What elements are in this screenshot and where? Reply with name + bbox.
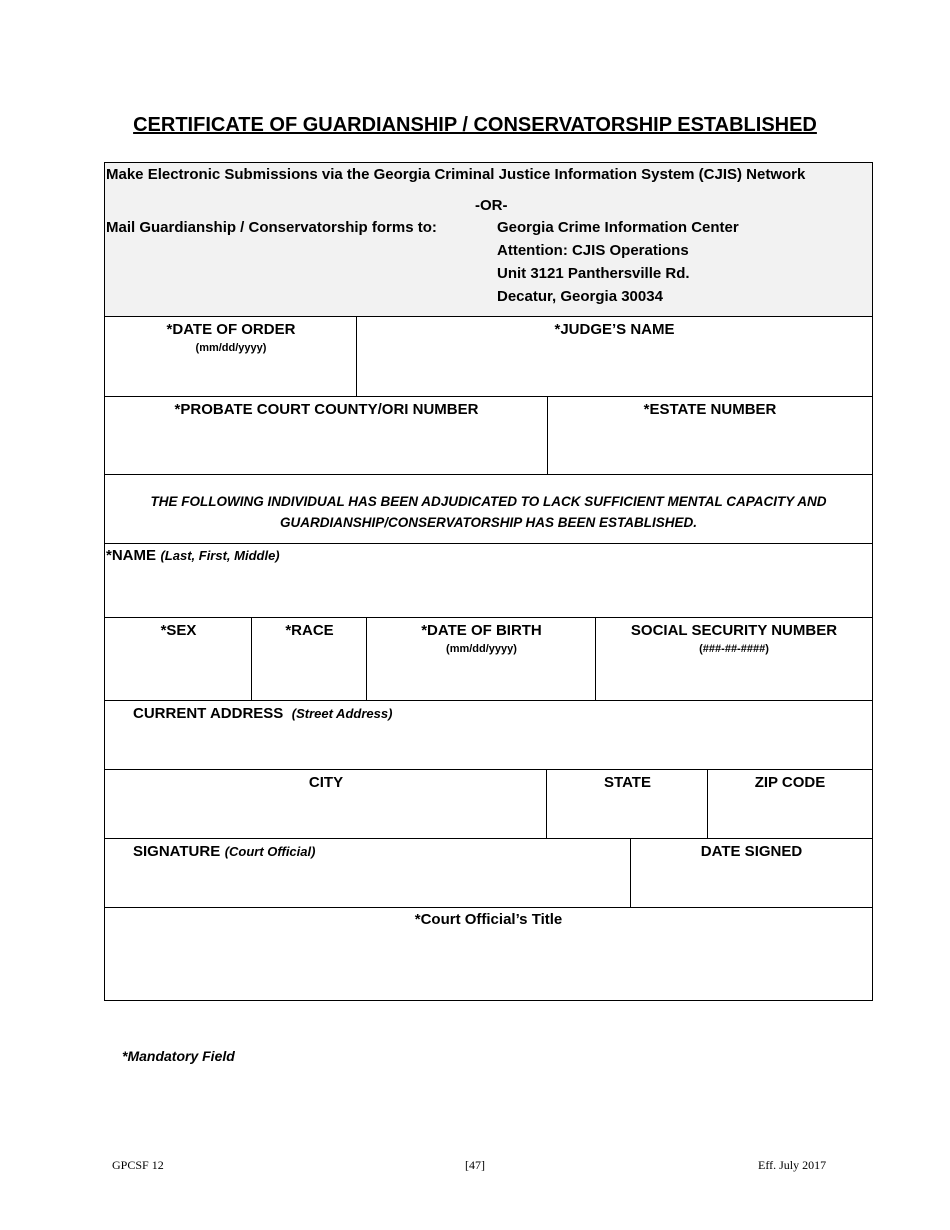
race-cell[interactable] (251, 618, 367, 700)
ssn-format: (###-##-####) (699, 643, 769, 655)
address-hint: (Street Address) (291, 706, 393, 721)
electronic-submission-text: Make Electronic Submissions via the Georgia Criminal Justice Information System (CJIS) Network (106, 166, 806, 183)
city-cell[interactable] (105, 770, 547, 838)
mail-address-line-4: Decatur, Georgia 30034 (497, 288, 663, 305)
mail-address-line-1: Georgia Crime Information Center (497, 219, 739, 236)
adjudication-notice: THE FOLLOWING INDIVIDUAL HAS BEEN ADJUDICATED TO LACK SUFFICIENT MENTAL CAPACITY AND GUARDIANSHIP/CONSERVATORSHIP HAS BEEN ESTABLISHED. (150, 494, 827, 530)
state-label: STATE (604, 774, 651, 791)
city-label: CITY (308, 774, 344, 791)
official-title-label: *Court Official’s Title (414, 911, 563, 928)
date-of-birth-cell[interactable] (366, 618, 596, 700)
guardianship-form (104, 162, 873, 1001)
signature-cell[interactable] (105, 839, 631, 907)
date-of-order-cell[interactable] (105, 317, 357, 396)
order-row (105, 317, 872, 397)
date-of-order-label: *DATE OF ORDER (166, 321, 296, 338)
mail-address-line-2: Attention: CJIS Operations (497, 242, 689, 259)
name-hint: (Last, First, Middle) (160, 548, 280, 563)
zip-code-label: ZIP CODE (754, 774, 826, 791)
mail-label: Mail Guardianship / Conservatorship forms to: (106, 219, 437, 236)
address-label-group (133, 704, 392, 723)
signature-label-group (133, 842, 315, 861)
ssn-label: SOCIAL SECURITY NUMBER (630, 622, 838, 639)
address-row[interactable] (105, 701, 872, 770)
page-number: [47] (465, 1158, 485, 1172)
submission-instructions (105, 163, 872, 317)
race-label: *RACE (285, 622, 334, 639)
official-title-row[interactable] (105, 908, 872, 1000)
name-label-group (106, 546, 280, 565)
judges-name-cell[interactable] (356, 317, 872, 396)
adjudication-notice-row (105, 475, 872, 544)
or-separator: -OR- (475, 197, 508, 214)
effective-date: Eff. July 2017 (758, 1158, 827, 1172)
mail-address-line-3: Unit 3121 Panthersville Rd. (497, 265, 690, 282)
ssn-cell[interactable] (595, 618, 872, 700)
demographics-row (105, 618, 872, 701)
signature-row (105, 839, 872, 908)
estate-number-label: *ESTATE NUMBER (643, 401, 777, 418)
sex-cell[interactable] (105, 618, 252, 700)
estate-number-cell[interactable] (547, 397, 872, 474)
probate-court-label: *PROBATE COURT COUNTY/ORI NUMBER (174, 401, 479, 418)
name-row[interactable] (105, 544, 872, 618)
state-cell[interactable] (546, 770, 708, 838)
date-signed-cell[interactable] (630, 839, 872, 907)
signature-hint: (Court Official) (224, 844, 316, 859)
date-of-order-format: (mm/dd/yyyy) (195, 342, 267, 354)
form-id: GPCSF 12 (112, 1158, 164, 1172)
date-of-birth-label: *DATE OF BIRTH (421, 622, 542, 639)
date-signed-label: DATE SIGNED (700, 843, 803, 860)
judges-name-label: *JUDGE’S NAME (554, 321, 675, 338)
city-state-zip-row (105, 770, 872, 839)
zip-code-cell[interactable] (707, 770, 872, 838)
sex-label: *SEX (160, 622, 197, 639)
page-title: CERTIFICATE OF GUARDIANSHIP / CONSERVATORSHIP ESTABLISHED (133, 114, 817, 136)
signature-label: SIGNATURE (133, 843, 221, 860)
probate-row (105, 397, 872, 475)
name-label: *NAME (106, 547, 157, 564)
probate-court-cell[interactable] (105, 397, 548, 474)
current-address-label: CURRENT ADDRESS (133, 705, 284, 722)
mandatory-field-note: *Mandatory Field (122, 1048, 235, 1064)
date-of-birth-format: (mm/dd/yyyy) (446, 643, 517, 655)
